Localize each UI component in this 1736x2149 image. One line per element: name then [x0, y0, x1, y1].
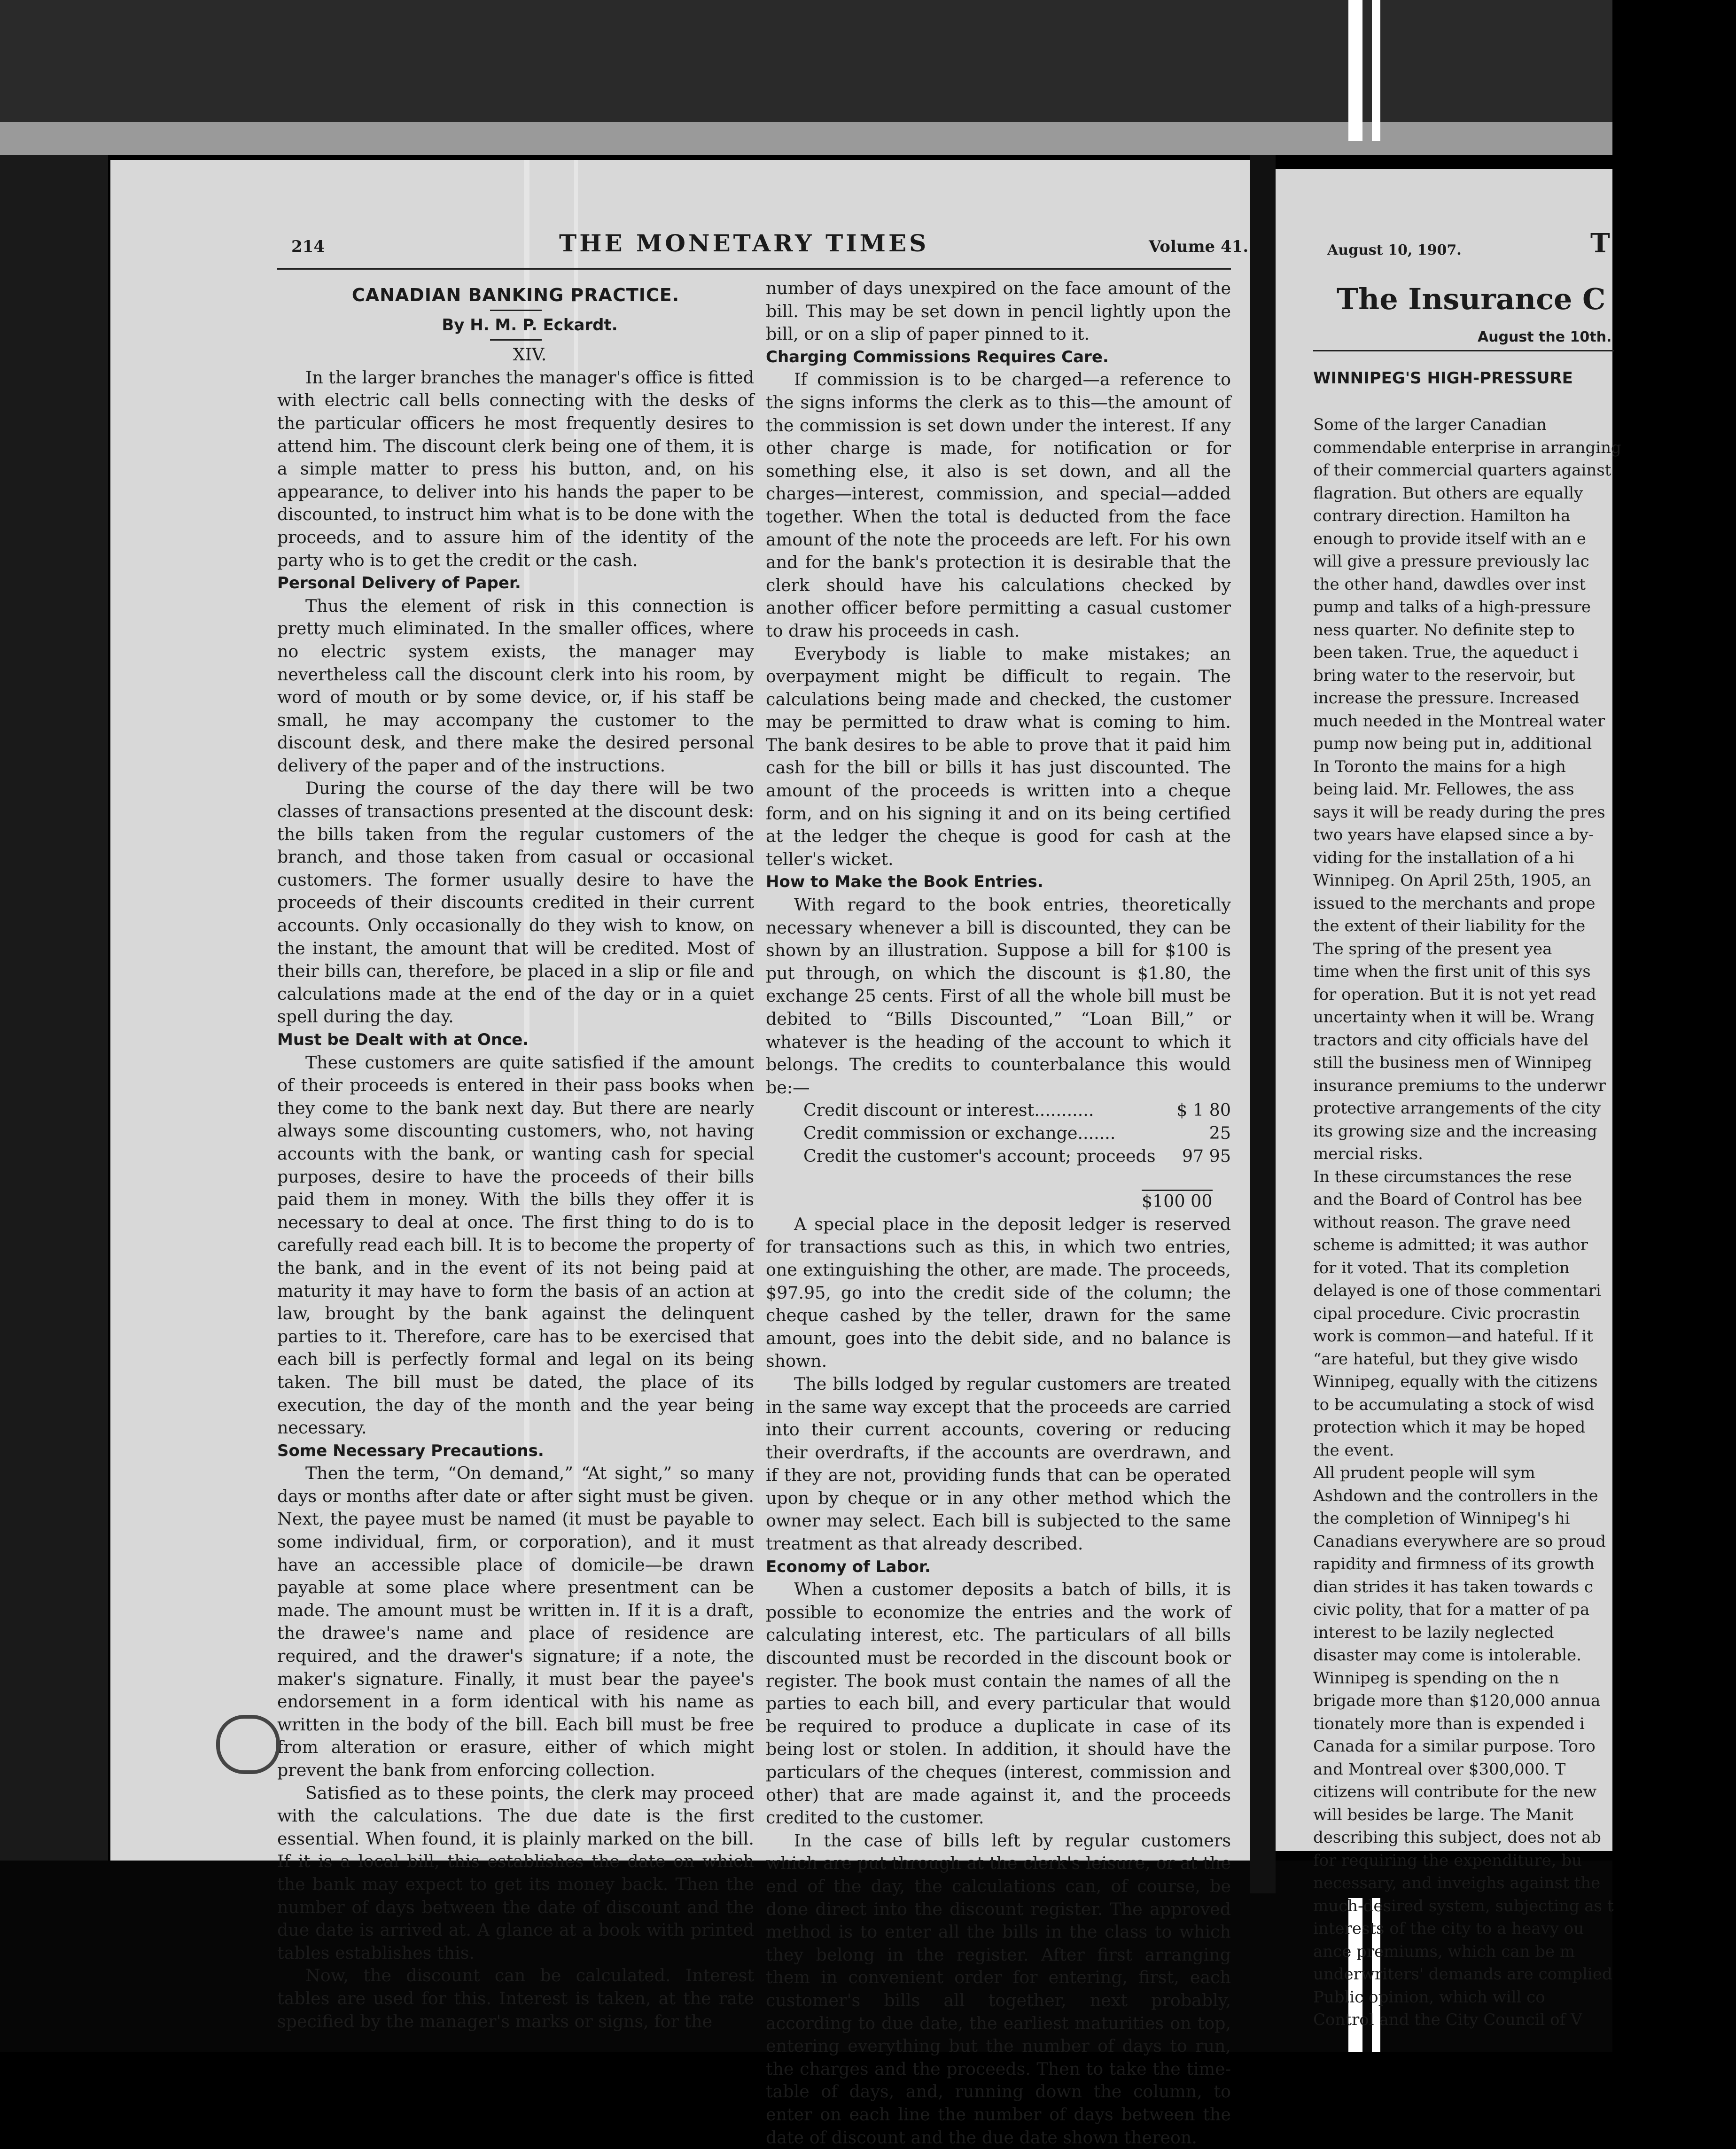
column-2-body-top — [766, 277, 1231, 1099]
text-line: protective arrangements of the city — [1313, 1099, 1601, 1118]
header-rule — [277, 268, 1231, 270]
text-line: still the business men of Winnipeg — [1313, 1053, 1592, 1072]
ledger-label: Credit commission or exchange....... — [803, 1122, 1116, 1143]
ledger-row — [803, 1122, 1231, 1145]
text-line: much needed in the Montreal water — [1313, 711, 1605, 731]
paragraph: During the course of the day there will be two classes of transactions presented at the discount desk: the bills taken from the regular customers of the branch, and those taken from casual or occasional customers. The former usually desire to have the proceeds of their discounts credited in their current accounts. Only occasionally do they wish to know, on the instant, the amount that will be credited. Most of their bills can, therefore, be placed in a slip or file and calculations made at the end of the day or in a quiet spell during the day. — [277, 778, 754, 1027]
ledger-amount: 25 — [1209, 1122, 1231, 1143]
text-line: for operation. But it is not yet read — [1313, 985, 1596, 1004]
text-line: two years have elapsed since a by- — [1313, 825, 1594, 844]
text-line: scheme is admitted; it was author — [1313, 1236, 1588, 1254]
text-line: Control and the City Council of V — [1313, 2010, 1582, 2029]
text-line: and Montreal over $300,000. T — [1313, 1760, 1566, 1779]
text-line: protection which it may be hoped — [1313, 1418, 1586, 1437]
text-line: enough to provide itself with an e — [1313, 529, 1586, 548]
text-line: Winnipeg is spending on the n — [1313, 1668, 1559, 1688]
section-number: XIV. — [513, 344, 547, 365]
column-2-body-bottom — [766, 1213, 1231, 2149]
text-line: for requiring the expenditure, bu — [1313, 1851, 1582, 1870]
right-page-subtitle: August the 10th. — [1478, 329, 1612, 345]
right-page-title: The Insurance C — [1337, 282, 1606, 316]
text-line: uncertainty when it will be. Wrang — [1313, 1008, 1595, 1027]
text-line: necessary, and inveighs against the — [1313, 1874, 1601, 1892]
text-line: Canadians everywhere are so proud — [1313, 1532, 1606, 1551]
text-line: “are hateful, but they give wisdo — [1313, 1349, 1579, 1369]
film-mark — [1372, 0, 1380, 141]
paragraph: Now, the discount can be calculated. Interest tables are used for this. Interest is taken, at the rate specified by the manager's marks or signs, for the — [277, 1965, 754, 2032]
text-line: been taken. True, the aqueduct i — [1313, 643, 1579, 662]
text-line: issued to the merchants and prope — [1313, 894, 1596, 913]
text-line: pump now being put in, additional — [1313, 734, 1592, 753]
text-line: its growing size and the increasing — [1313, 1121, 1597, 1141]
text-line: and the Board of Control has bee — [1313, 1190, 1582, 1209]
text-line: Winnipeg. On April 25th, 1905, an — [1313, 871, 1591, 890]
ledger-label: Credit the customer's account; proceeds — [803, 1145, 1156, 1166]
text-line: insurance premiums to the underwr — [1313, 1076, 1606, 1095]
text-line: Canada for a similar purpose. Toro — [1313, 1737, 1596, 1756]
text-line: the completion of Winnipeg's hi — [1313, 1509, 1570, 1528]
text-line: bring water to the reservoir, but — [1313, 666, 1575, 685]
text-line: interest to be lazily neglected — [1313, 1623, 1554, 1642]
text-line: interests of the city to a heavy ou — [1313, 1919, 1584, 1938]
article-title: CANADIAN BANKING PRACTICE. — [351, 285, 680, 305]
column-1-body — [277, 366, 754, 2033]
text-line: for it voted. That its completion — [1313, 1258, 1570, 1277]
text-line: In Toronto the mains for a high — [1313, 757, 1566, 776]
text-line: dian strides it has taken towards c — [1313, 1577, 1593, 1596]
paragraph: When a customer deposits a batch of bills, it is possible to economize the entries and the work of calculating interest, etc. The particulars of all bills discounted must be recorded in the discount book or register. The book must contain the names of all the parties to each bill, and every particular that would be required to produce a duplicate in case of its being lost or stolen. In addition, it should have the particulars of the cheques (interest, commission and other) that are made against it, and the proceeds credited to the customer. — [766, 1579, 1231, 1828]
paragraph: Satisfied as to these points, the clerk may proceed with the calculations. The due date is the first essential. When found, it is plainly marked on the bill. If it is a local bill, this establishes the date on which the bank may expect to get its money back. Then the number of days between the date of discount and the due date is arrived at. A glance at a book with printed tables establishes this. — [277, 1783, 754, 1963]
film-left-edge — [0, 155, 108, 2052]
text-line: will besides be large. The Manit — [1313, 1805, 1573, 1824]
text-line: Some of the larger Canadian — [1313, 415, 1547, 434]
paragraph: Thus the element of risk in this connection is pretty much eliminated. In the smaller offices, where no electric system exists, the manager may nevertheless call the discount clerk into his room, by word of mouth or by some device, or, if his staff be small, he may accompany the customer to the discount desk, and there make the desired personal delivery of the paper and of the instructions. — [277, 595, 754, 776]
text-line: Public opinion, which will co — [1313, 1987, 1545, 2007]
text-line: contrary direction. Hamilton ha — [1313, 506, 1571, 525]
section-heading: Personal Delivery of Paper. — [277, 574, 521, 593]
right-page-masthead-initial: T — [1590, 228, 1610, 259]
text-line: to be accumulating a stock of wisd — [1313, 1395, 1595, 1414]
paragraph: A special place in the deposit ledger is reserved for transactions such as this, in which two entries, one extinguishing the other, are made. The proceeds, $97.95, go into the credit side of the column; the cheque cashed by the teller, drawn for the same amount, goes into the debit side, and no balance is shown. — [766, 1214, 1231, 1371]
ledger-row — [803, 1145, 1231, 1168]
section-heading: Some Necessary Precautions. — [277, 1441, 544, 1460]
article-byline: By H. M. P. Eckardt. — [442, 315, 618, 335]
section-heading: How to Make the Book Entries. — [766, 872, 1043, 892]
ledger-amount: 97 95 — [1182, 1145, 1231, 1166]
text-line: Winnipeg, equally with the citizens — [1313, 1372, 1598, 1391]
right-page-date: August 10, 1907. — [1327, 242, 1462, 258]
text-line: much-desired system, subjecting as t — [1313, 1896, 1614, 1915]
text-line: civic polity, that for a matter of pa — [1313, 1600, 1590, 1619]
section-heading: Must be Dealt with at Once. — [277, 1030, 529, 1049]
right-page-body — [1313, 413, 1736, 2032]
paragraph: Then the term, “On demand,” “At sight,” so many days or months after date or after sight must be given. Next, the payee must be named (it must be payable to some individual, firm, or corporation), and it must have an accessible place of domicile—be drawn payable at some place where presentment can be made. The amount must be written in. If it is a draft, the drawee's name and place of residence are required, and the drawer's signature; if a note, the maker's signature. Finally, it must bear the payee's endorsement in a form identical with his name as written in the body of the bill. Each bill must be free from alteration or erasure, either of which might prevent the bank from enforcing collection. — [277, 1463, 754, 1780]
article-column-1 — [277, 277, 754, 2033]
text-line: pump and talks of a high-pressure — [1313, 598, 1591, 616]
text-line: mercial risks. — [1313, 1145, 1423, 1163]
text-line: citizens will contribute for the new — [1313, 1783, 1597, 1801]
text-line: flagration. But others are equally — [1313, 483, 1583, 503]
right-page — [1276, 169, 1621, 2029]
text-line: work is common—and hateful. If it — [1313, 1327, 1593, 1346]
text-line: tractors and city officials have del — [1313, 1030, 1589, 1050]
text-line: In these circumstances the rese — [1313, 1167, 1572, 1186]
ledger-row — [803, 1099, 1231, 1122]
byline-rule — [490, 339, 542, 341]
masthead: THE MONETARY TIMES — [559, 229, 929, 257]
text-line: ance premiums, which can be m — [1313, 1942, 1575, 1961]
text-line: being laid. Mr. Fellowes, the ass — [1313, 780, 1574, 799]
article-column-2 — [766, 277, 1231, 2149]
text-line: of their commercial quarters against — [1313, 461, 1611, 480]
title-rule — [490, 310, 542, 311]
text-line: brigade more than $120,000 annua — [1313, 1691, 1601, 1710]
text-line: increase the pressure. Increased — [1313, 689, 1580, 708]
paragraph: With regard to the book entries, theoretically necessary whenever a bill is discounted, they can be shown by an illustration. Suppose a bill for $100 is put through, on which the discount is $1.80, the exchange 25 cents. First of all the whole bill must be debited to “Bills Discounted,” “Loan Bill,” or whatever is the heading of the account to which it belongs. The credits to counterbalance this would be:— — [766, 895, 1231, 1098]
text-line: the other hand, dawdles over inst — [1313, 575, 1586, 594]
binder-clip — [216, 1715, 280, 1774]
paragraph: These customers are quite satisfied if the amount of their proceeds is entered in their pass books when they come to the bank next day. But there are nearly always some discounting customers, who, not having accounts with the bank, or wanting cash for special purposes, desire to have the proceeds of their bills paid them in money. With the bills they offer it is necessary to deal at once. The first thing to do is to carefully read each bill. It is to become the property of the bank, and in the event of its not being paid at maturity it may have to form the basis of an action at law, brought by the bank against the delinquent parties to it. Therefore, care has to be exercised that each bill is perfectly formal and legal on its being taken. The bill must be dated, the place of its execution, the day of the month and the year being necessary. — [277, 1052, 754, 1438]
book-spine — [1250, 155, 1276, 1893]
text-line: describing this subject, does not ab — [1313, 1828, 1601, 1847]
ledger-table — [766, 1099, 1231, 1213]
paragraph: number of days unexpired on the face amount of the bill. This may be set down in pencil lightly upon the bill, or on a slip of paper pinned to it. — [766, 278, 1231, 344]
text-line: commendable enterprise in arranging — [1313, 438, 1621, 457]
text-line: underwriters' demands are complied — [1313, 1965, 1612, 1984]
film-mark — [1348, 0, 1362, 141]
text-line: the event. — [1313, 1440, 1394, 1460]
paragraph: If commission is to be charged—a reference to the signs informs the clerk as to this—the amount of the commission is set down under the interest. If any other charge is made, for notification or for something else, it also is set down, and all the charges—interest, commission, and special—added together. When the total is deducted from the face amount of the note the proceeds are left. For his own and for the bank's protection it is desirable that the clerk should have his calculations checked by another officer before permitting a casual customer to draw his proceeds in cash. — [766, 369, 1231, 641]
text-line: ness quarter. No definite step to — [1313, 620, 1575, 639]
text-line: says it will be ready during the pres — [1313, 802, 1605, 822]
text-line: viding for the installation of a hi — [1313, 848, 1574, 867]
text-line: time when the first unit of this sys — [1313, 962, 1591, 981]
paragraph: The bills lodged by regular customers are treated in the same way except that the proceeds are carried into their current accounts, covering or reducing their overdrafts, if the accounts are overdrawn, and if they are not, providing funds that can be operated upon by cheque or in any other method which the owner may select. Each bill is subjected to the same treatment as that already described. — [766, 1373, 1231, 1554]
text-line: rapidity and firmness of its growth — [1313, 1555, 1595, 1573]
text-line: cipal procedure. Civic procrastin — [1313, 1304, 1580, 1323]
paragraph: In the larger branches the manager's office is fitted with electric call bells connecting with the desks of the particular officers he most frequently desires to attend him. The discount clerk being one of them, it is a simple matter to press his button, and, on his appearance, to deliver into his hands the paper to be discounted, to instruct him what is to be done with the proceeds, and to assure him of the identity of the party who is to get the credit or the cash. — [277, 367, 754, 570]
volume-label: Volume 41. — [1149, 237, 1249, 256]
text-line: tionately more than is expended i — [1313, 1714, 1585, 1733]
text-line: The spring of the present yea — [1313, 939, 1552, 958]
section-heading: Economy of Labor. — [766, 1557, 931, 1576]
ledger-amount: $ 1 80 — [1176, 1100, 1231, 1121]
ledger-total: $100 00 — [803, 1190, 1231, 1213]
film-top-band — [0, 122, 1612, 155]
text-line: the extent of their liability for the — [1313, 917, 1586, 935]
film-top-edge — [0, 0, 1612, 122]
text-line: delayed is one of those commentari — [1313, 1281, 1601, 1300]
ledger-label: Credit discount or interest........... — [803, 1100, 1094, 1121]
text-line: without reason. The grave need — [1313, 1213, 1571, 1232]
page-number: 214 — [291, 237, 325, 256]
section-heading: Charging Commissions Requires Care. — [766, 347, 1109, 366]
right-page-heading: WINNIPEG'S HIGH-PRESSURE — [1313, 369, 1573, 388]
paragraph: Everybody is liable to make mistakes; an overpayment might be difficult to regain. The calculations being made and checked, the customer may be permitted to draw what is coming to him. The bank desires to be able to prove that it paid him cash for the bill or bills it has just discounted. The amount of the proceeds is written into a cheque form, and on his signing it and on its being certified at the ledger the cheque is good for cash at the teller's wicket. — [766, 643, 1231, 869]
text-line: All prudent people will sym — [1313, 1464, 1535, 1482]
text-line: will give a pressure previously lac — [1313, 552, 1589, 571]
text-line: Ashdown and the controllers in the — [1313, 1486, 1598, 1505]
right-page-rule — [1313, 350, 1614, 351]
paragraph: In the case of bills left by regular customers which are put through at the clerk's leisure, or at the end of the day, the calculations can, of course, be done direct into the discount register. The approved method is to enter all the bills in the class to which they belong in the register. After first arranging them in convenient order for entering, first, each customer's bills all together, next probably, according to due date, the earliest maturities on top, entering everything but the number of days to run, the charges and the proceeds. Then to take the time-table of days, and, running down the column, to enter on each line the number of days between the date of discount and the due date shown thereon. — [766, 1830, 1231, 2148]
text-line: disaster may come is intolerable. — [1313, 1646, 1581, 1665]
